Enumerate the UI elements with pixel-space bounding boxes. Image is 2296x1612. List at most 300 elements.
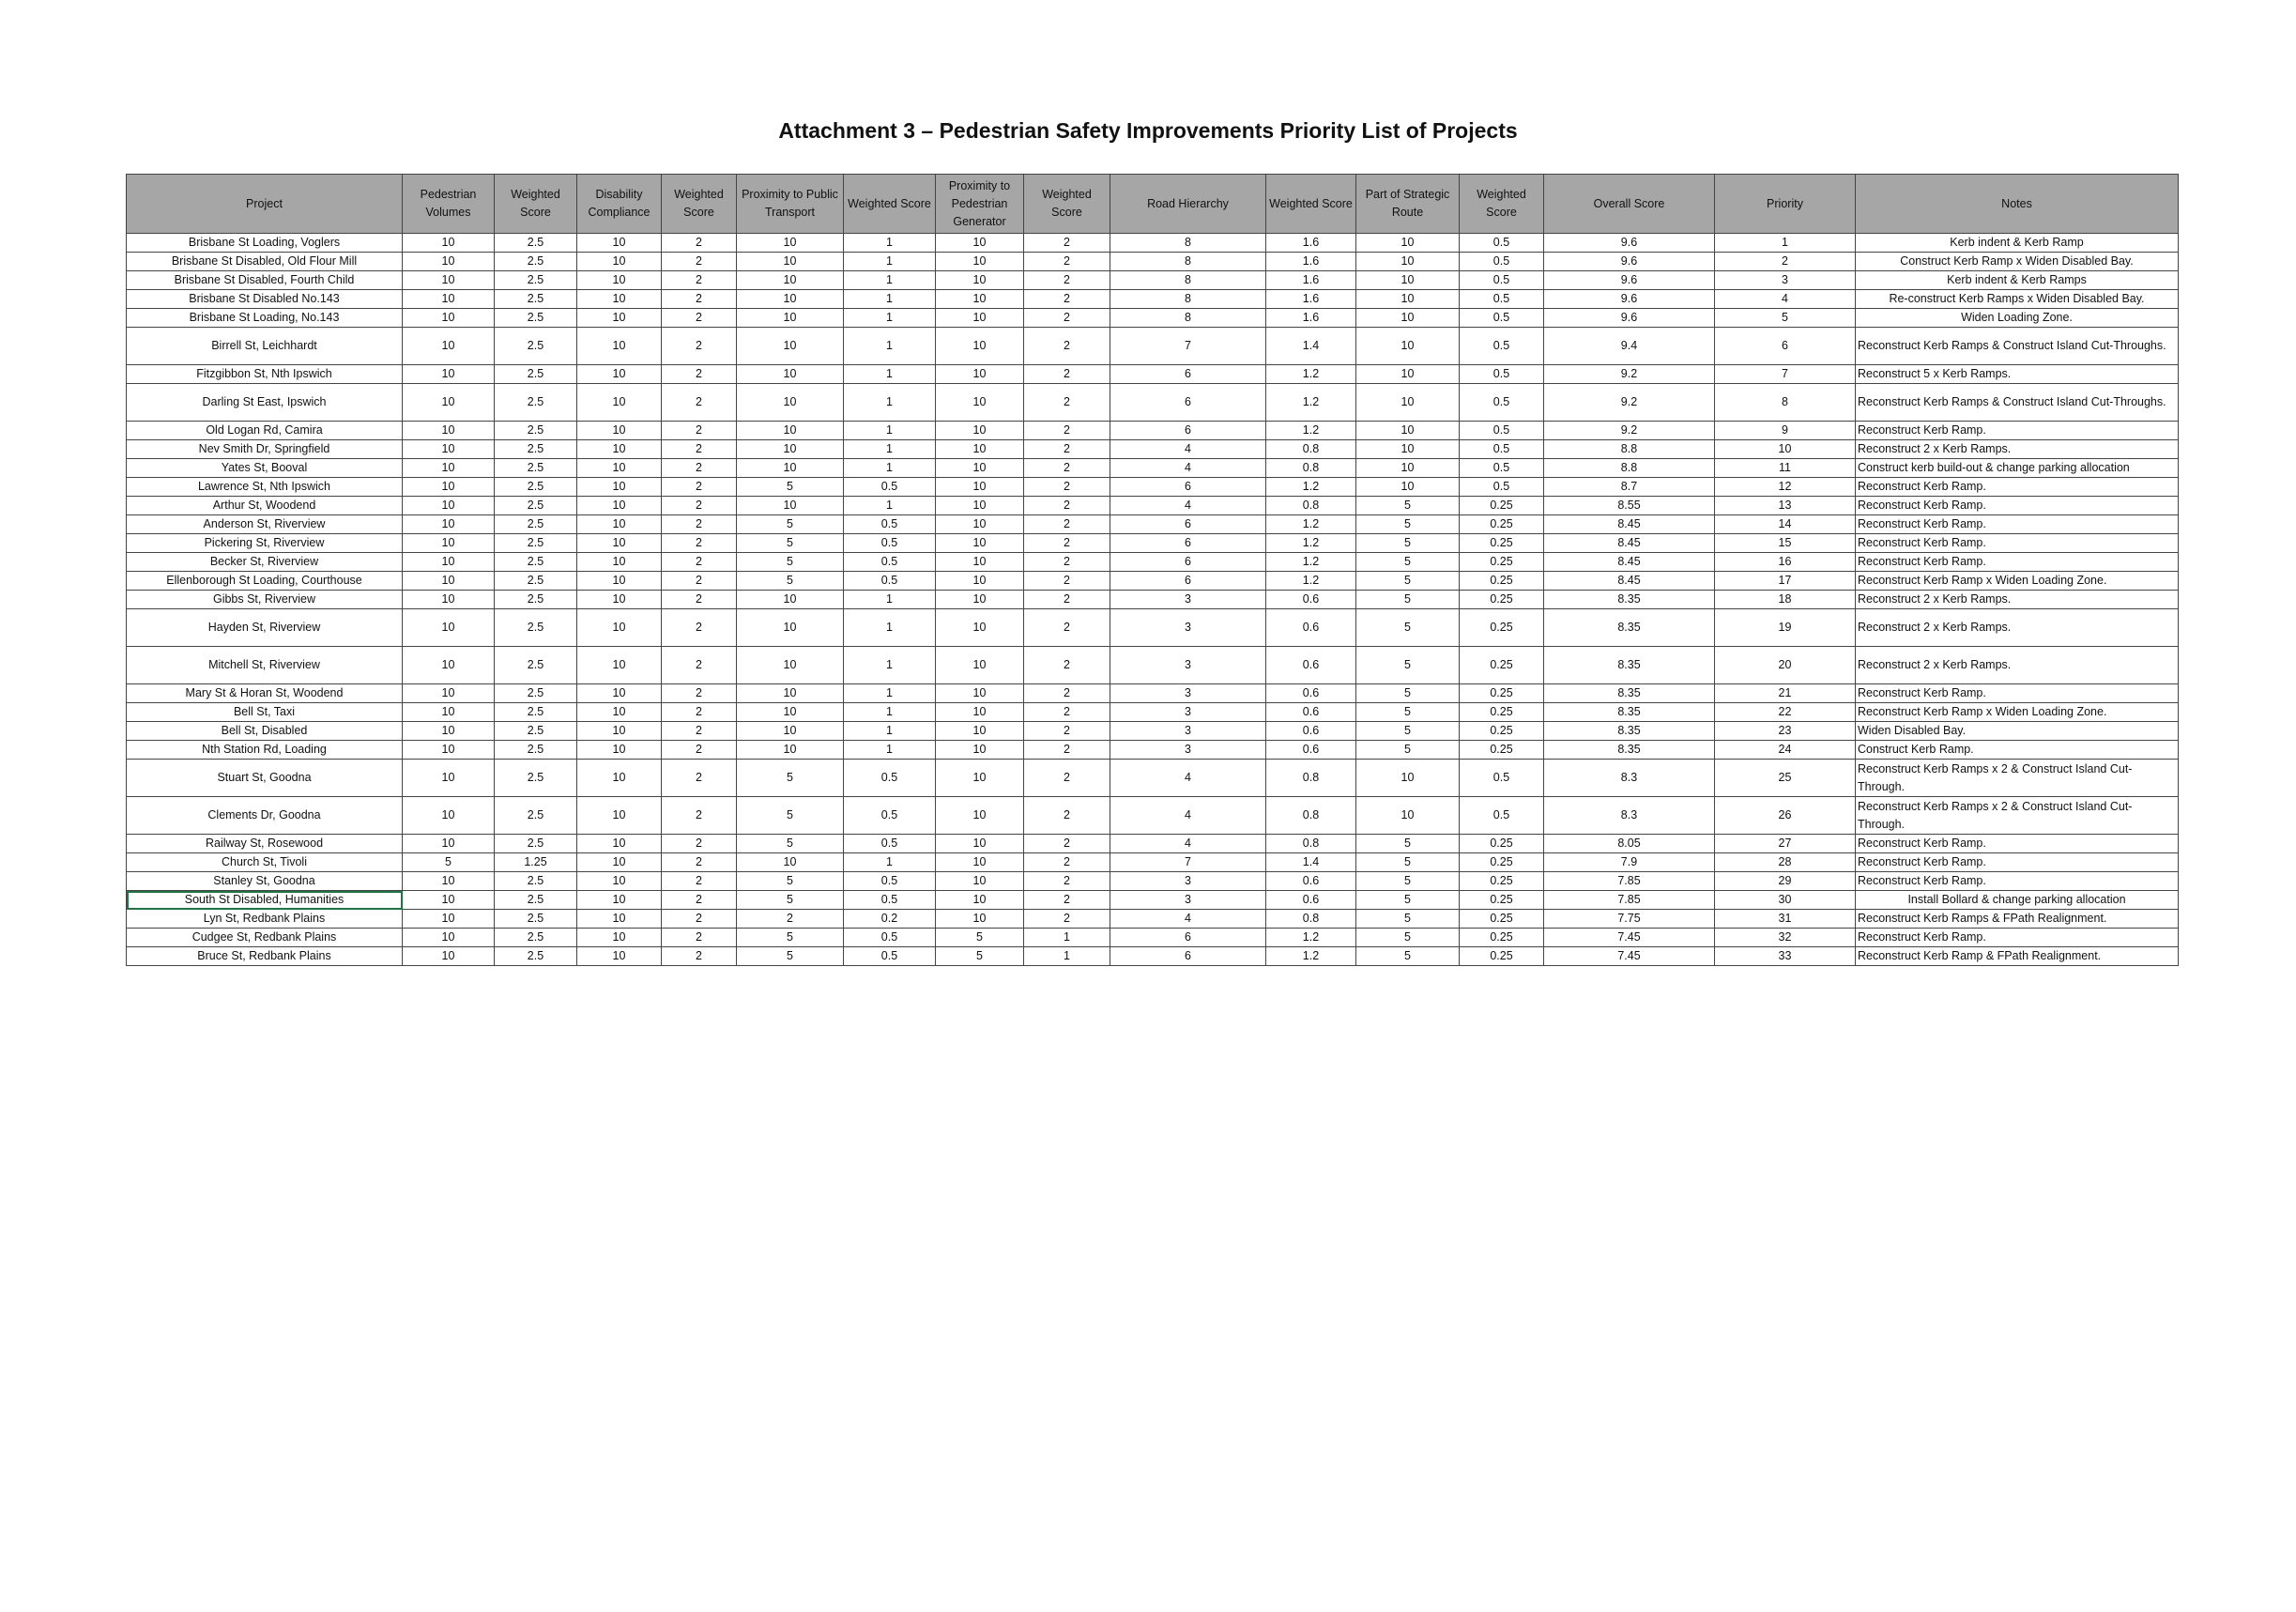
table-cell[interactable]: 2 bbox=[1024, 741, 1110, 760]
table-cell[interactable]: 10 bbox=[936, 703, 1024, 722]
table-cell[interactable]: 5 bbox=[403, 853, 495, 872]
table-cell[interactable]: 9.2 bbox=[1544, 422, 1715, 440]
table-cell[interactable]: 10 bbox=[737, 741, 844, 760]
table-cell[interactable]: 2.5 bbox=[495, 253, 577, 271]
table-cell[interactable]: 0.6 bbox=[1266, 891, 1356, 910]
table-cell[interactable]: 2.5 bbox=[495, 290, 577, 309]
notes-cell[interactable]: Kerb indent & Kerb Ramp bbox=[1856, 234, 2179, 253]
table-cell[interactable]: 3 bbox=[1110, 741, 1266, 760]
table-cell[interactable]: 2.5 bbox=[495, 365, 577, 384]
table-cell[interactable]: 10 bbox=[577, 271, 662, 290]
notes-cell[interactable]: Reconstruct 2 x Kerb Ramps. bbox=[1856, 647, 2179, 684]
table-cell[interactable]: 1 bbox=[844, 384, 936, 422]
column-header[interactable]: Overall Score bbox=[1544, 175, 1715, 234]
table-cell[interactable]: 2 bbox=[662, 515, 737, 534]
table-cell[interactable]: 2.5 bbox=[495, 497, 577, 515]
notes-cell[interactable]: Reconstruct 2 x Kerb Ramps. bbox=[1856, 440, 2179, 459]
table-cell[interactable]: 7 bbox=[1110, 853, 1266, 872]
table-cell[interactable]: 21 bbox=[1715, 684, 1856, 703]
table-cell[interactable]: 2 bbox=[662, 703, 737, 722]
notes-cell[interactable]: Reconstruct Kerb Ramp. bbox=[1856, 515, 2179, 534]
table-cell[interactable]: 10 bbox=[577, 497, 662, 515]
table-cell[interactable]: 10 bbox=[403, 328, 495, 365]
table-cell[interactable]: 9.6 bbox=[1544, 309, 1715, 328]
table-cell[interactable]: 10 bbox=[936, 609, 1024, 647]
table-cell[interactable]: 8 bbox=[1715, 384, 1856, 422]
table-cell[interactable]: 1.2 bbox=[1266, 478, 1356, 497]
table-cell[interactable]: 10 bbox=[403, 309, 495, 328]
table-cell[interactable]: 1 bbox=[844, 647, 936, 684]
table-cell[interactable]: 0.25 bbox=[1460, 835, 1544, 853]
table-cell[interactable]: 10 bbox=[577, 591, 662, 609]
table-cell[interactable]: 10 bbox=[737, 609, 844, 647]
table-cell[interactable]: 28 bbox=[1715, 853, 1856, 872]
table-cell[interactable]: 1.2 bbox=[1266, 572, 1356, 591]
table-cell[interactable]: 1.4 bbox=[1266, 328, 1356, 365]
table-cell[interactable]: 10 bbox=[737, 290, 844, 309]
table-cell[interactable]: 2 bbox=[1024, 497, 1110, 515]
table-cell[interactable]: 8.05 bbox=[1544, 835, 1715, 853]
table-cell[interactable]: 23 bbox=[1715, 722, 1856, 741]
table-cell[interactable]: 0.5 bbox=[1460, 422, 1544, 440]
table-cell[interactable]: 5 bbox=[1356, 835, 1460, 853]
table-cell[interactable]: 10 bbox=[577, 328, 662, 365]
table-cell[interactable]: 2 bbox=[1024, 365, 1110, 384]
table-cell[interactable]: 0.6 bbox=[1266, 684, 1356, 703]
notes-cell[interactable]: Reconstruct Kerb Ramp. bbox=[1856, 422, 2179, 440]
notes-cell[interactable]: Reconstruct Kerb Ramps x 2 & Construct Island Cut-Through. bbox=[1856, 797, 2179, 835]
table-cell[interactable]: 33 bbox=[1715, 947, 1856, 966]
table-cell[interactable]: 10 bbox=[577, 835, 662, 853]
table-cell[interactable]: 10 bbox=[577, 872, 662, 891]
table-cell[interactable]: 1.6 bbox=[1266, 234, 1356, 253]
table-cell[interactable]: 2 bbox=[1024, 440, 1110, 459]
table-cell[interactable]: 2 bbox=[1024, 591, 1110, 609]
table-cell[interactable]: 31 bbox=[1715, 910, 1856, 929]
table-cell[interactable]: 10 bbox=[1356, 253, 1460, 271]
table-cell[interactable]: 8 bbox=[1110, 290, 1266, 309]
table-cell[interactable]: 1 bbox=[844, 422, 936, 440]
table-cell[interactable]: 9.4 bbox=[1544, 328, 1715, 365]
table-cell[interactable]: 7.75 bbox=[1544, 910, 1715, 929]
table-cell[interactable]: 6 bbox=[1110, 384, 1266, 422]
column-header[interactable]: Proximity to Public Transport bbox=[737, 175, 844, 234]
table-cell[interactable]: 2.5 bbox=[495, 271, 577, 290]
table-cell[interactable]: 10 bbox=[936, 384, 1024, 422]
table-cell[interactable]: 4 bbox=[1110, 797, 1266, 835]
table-cell[interactable]: 10 bbox=[403, 478, 495, 497]
table-cell[interactable]: 2 bbox=[1715, 253, 1856, 271]
table-cell[interactable]: 2 bbox=[1024, 328, 1110, 365]
table-cell[interactable]: 10 bbox=[936, 459, 1024, 478]
table-cell[interactable]: 0.8 bbox=[1266, 459, 1356, 478]
project-cell[interactable]: Mitchell St, Riverview bbox=[127, 647, 403, 684]
table-cell[interactable]: 8.35 bbox=[1544, 703, 1715, 722]
notes-cell[interactable]: Reconstruct 2 x Kerb Ramps. bbox=[1856, 609, 2179, 647]
table-cell[interactable]: 5 bbox=[1356, 591, 1460, 609]
column-header[interactable]: Weighted Score bbox=[662, 175, 737, 234]
table-cell[interactable]: 2.5 bbox=[495, 515, 577, 534]
table-cell[interactable]: 2 bbox=[1024, 478, 1110, 497]
table-cell[interactable]: 24 bbox=[1715, 741, 1856, 760]
table-cell[interactable]: 0.5 bbox=[844, 572, 936, 591]
table-cell[interactable]: 10 bbox=[577, 572, 662, 591]
table-cell[interactable]: 10 bbox=[936, 722, 1024, 741]
project-cell[interactable]: Church St, Tivoli bbox=[127, 853, 403, 872]
project-cell[interactable]: Bruce St, Redbank Plains bbox=[127, 947, 403, 966]
table-cell[interactable]: 2.5 bbox=[495, 609, 577, 647]
table-cell[interactable]: 10 bbox=[936, 760, 1024, 797]
table-cell[interactable]: 2 bbox=[662, 910, 737, 929]
table-cell[interactable]: 1 bbox=[844, 853, 936, 872]
table-cell[interactable]: 2 bbox=[1024, 384, 1110, 422]
table-cell[interactable]: 0.6 bbox=[1266, 647, 1356, 684]
project-cell[interactable]: Nth Station Rd, Loading bbox=[127, 741, 403, 760]
project-cell[interactable]: Hayden St, Riverview bbox=[127, 609, 403, 647]
table-cell[interactable]: 0.5 bbox=[844, 760, 936, 797]
table-cell[interactable]: 2.5 bbox=[495, 891, 577, 910]
table-cell[interactable]: 5 bbox=[737, 797, 844, 835]
table-cell[interactable]: 0.8 bbox=[1266, 910, 1356, 929]
table-cell[interactable]: 5 bbox=[737, 572, 844, 591]
notes-cell[interactable]: Reconstruct Kerb Ramp. bbox=[1856, 835, 2179, 853]
table-cell[interactable]: 10 bbox=[577, 797, 662, 835]
table-cell[interactable]: 2.5 bbox=[495, 797, 577, 835]
table-cell[interactable]: 10 bbox=[737, 253, 844, 271]
table-cell[interactable]: 0.25 bbox=[1460, 722, 1544, 741]
table-cell[interactable]: 5 bbox=[936, 929, 1024, 947]
table-cell[interactable]: 6 bbox=[1110, 534, 1266, 553]
project-cell[interactable]: Cudgee St, Redbank Plains bbox=[127, 929, 403, 947]
table-cell[interactable]: 1 bbox=[844, 328, 936, 365]
table-cell[interactable]: 10 bbox=[1715, 440, 1856, 459]
table-cell[interactable]: 5 bbox=[1356, 647, 1460, 684]
table-cell[interactable]: 2 bbox=[662, 741, 737, 760]
table-cell[interactable]: 25 bbox=[1715, 760, 1856, 797]
table-cell[interactable]: 10 bbox=[936, 872, 1024, 891]
table-cell[interactable]: 0.5 bbox=[1460, 440, 1544, 459]
table-cell[interactable]: 10 bbox=[936, 328, 1024, 365]
table-cell[interactable]: 10 bbox=[737, 309, 844, 328]
table-cell[interactable]: 0.6 bbox=[1266, 609, 1356, 647]
table-cell[interactable]: 4 bbox=[1715, 290, 1856, 309]
table-cell[interactable]: 27 bbox=[1715, 835, 1856, 853]
project-cell[interactable]: Clements Dr, Goodna bbox=[127, 797, 403, 835]
notes-cell[interactable]: Reconstruct Kerb Ramp. bbox=[1856, 684, 2179, 703]
table-cell[interactable]: 2 bbox=[662, 497, 737, 515]
table-cell[interactable]: 2 bbox=[1024, 515, 1110, 534]
table-cell[interactable]: 0.25 bbox=[1460, 853, 1544, 872]
table-cell[interactable]: 0.25 bbox=[1460, 515, 1544, 534]
table-cell[interactable]: 5 bbox=[1356, 872, 1460, 891]
table-cell[interactable]: 2.5 bbox=[495, 741, 577, 760]
project-cell[interactable]: Nev Smith Dr, Springfield bbox=[127, 440, 403, 459]
table-cell[interactable]: 10 bbox=[936, 234, 1024, 253]
table-cell[interactable]: 1 bbox=[844, 290, 936, 309]
table-cell[interactable]: 5 bbox=[1356, 534, 1460, 553]
table-cell[interactable]: 30 bbox=[1715, 891, 1856, 910]
table-cell[interactable]: 10 bbox=[936, 422, 1024, 440]
table-cell[interactable]: 0.25 bbox=[1460, 534, 1544, 553]
table-cell[interactable]: 2.5 bbox=[495, 572, 577, 591]
table-cell[interactable]: 10 bbox=[936, 741, 1024, 760]
table-cell[interactable]: 2.5 bbox=[495, 440, 577, 459]
notes-cell[interactable]: Reconstruct Kerb Ramp. bbox=[1856, 497, 2179, 515]
table-cell[interactable]: 5 bbox=[1356, 891, 1460, 910]
table-cell[interactable]: 1 bbox=[844, 253, 936, 271]
project-cell[interactable]: Bell St, Taxi bbox=[127, 703, 403, 722]
table-cell[interactable]: 10 bbox=[577, 422, 662, 440]
table-cell[interactable]: 9.6 bbox=[1544, 234, 1715, 253]
table-cell[interactable]: 6 bbox=[1110, 515, 1266, 534]
table-cell[interactable]: 10 bbox=[1356, 459, 1460, 478]
table-cell[interactable]: 10 bbox=[403, 929, 495, 947]
table-cell[interactable]: 2 bbox=[662, 271, 737, 290]
table-cell[interactable]: 10 bbox=[936, 271, 1024, 290]
project-cell[interactable]: Brisbane St Loading, Voglers bbox=[127, 234, 403, 253]
project-cell[interactable]: Becker St, Riverview bbox=[127, 553, 403, 572]
table-cell[interactable]: 2 bbox=[1024, 760, 1110, 797]
project-cell[interactable]: Brisbane St Disabled, Old Flour Mill bbox=[127, 253, 403, 271]
table-cell[interactable]: 10 bbox=[737, 647, 844, 684]
notes-cell[interactable]: Widen Loading Zone. bbox=[1856, 309, 2179, 328]
table-cell[interactable]: 0.5 bbox=[844, 891, 936, 910]
table-cell[interactable]: 2 bbox=[1024, 872, 1110, 891]
table-cell[interactable]: 4 bbox=[1110, 835, 1266, 853]
table-cell[interactable]: 17 bbox=[1715, 572, 1856, 591]
table-cell[interactable]: 0.25 bbox=[1460, 929, 1544, 947]
notes-cell[interactable]: Reconstruct Kerb Ramp & FPath Realignment. bbox=[1856, 947, 2179, 966]
table-cell[interactable]: 1 bbox=[844, 234, 936, 253]
table-cell[interactable]: 0.25 bbox=[1460, 609, 1544, 647]
table-cell[interactable]: 2.5 bbox=[495, 684, 577, 703]
table-cell[interactable]: 7.85 bbox=[1544, 891, 1715, 910]
table-cell[interactable]: 10 bbox=[1356, 365, 1460, 384]
table-cell[interactable]: 6 bbox=[1110, 929, 1266, 947]
table-cell[interactable]: 2.5 bbox=[495, 872, 577, 891]
table-cell[interactable]: 10 bbox=[403, 253, 495, 271]
table-cell[interactable]: 1 bbox=[844, 741, 936, 760]
table-cell[interactable]: 10 bbox=[577, 703, 662, 722]
table-cell[interactable]: 1.2 bbox=[1266, 515, 1356, 534]
table-cell[interactable]: 2.5 bbox=[495, 309, 577, 328]
project-cell[interactable]: Yates St, Booval bbox=[127, 459, 403, 478]
table-cell[interactable]: 19 bbox=[1715, 609, 1856, 647]
table-cell[interactable]: 2 bbox=[1024, 309, 1110, 328]
table-cell[interactable]: 26 bbox=[1715, 797, 1856, 835]
table-cell[interactable]: 8.45 bbox=[1544, 553, 1715, 572]
table-cell[interactable]: 10 bbox=[577, 910, 662, 929]
notes-cell[interactable]: Install Bollard & change parking allocation bbox=[1856, 891, 2179, 910]
table-cell[interactable]: 2 bbox=[1024, 422, 1110, 440]
table-cell[interactable]: 10 bbox=[737, 422, 844, 440]
table-cell[interactable]: 0.6 bbox=[1266, 703, 1356, 722]
table-cell[interactable]: 2.5 bbox=[495, 328, 577, 365]
table-cell[interactable]: 10 bbox=[936, 515, 1024, 534]
column-header[interactable]: Part of Strategic Route bbox=[1356, 175, 1460, 234]
table-cell[interactable]: 10 bbox=[737, 234, 844, 253]
table-cell[interactable]: 5 bbox=[1356, 703, 1460, 722]
table-cell[interactable]: 7.85 bbox=[1544, 872, 1715, 891]
table-cell[interactable]: 2 bbox=[1024, 572, 1110, 591]
notes-cell[interactable]: Reconstruct Kerb Ramps x 2 & Construct Island Cut-Through. bbox=[1856, 760, 2179, 797]
table-cell[interactable]: 16 bbox=[1715, 553, 1856, 572]
table-cell[interactable]: 10 bbox=[577, 234, 662, 253]
project-cell[interactable]: Gibbs St, Riverview bbox=[127, 591, 403, 609]
table-cell[interactable]: 0.25 bbox=[1460, 741, 1544, 760]
table-cell[interactable]: 1 bbox=[844, 722, 936, 741]
table-cell[interactable]: 2.5 bbox=[495, 703, 577, 722]
project-cell[interactable]: Birrell St, Leichhardt bbox=[127, 328, 403, 365]
table-cell[interactable]: 10 bbox=[577, 722, 662, 741]
notes-cell[interactable]: Construct kerb build-out & change parking allocation bbox=[1856, 459, 2179, 478]
table-cell[interactable]: 5 bbox=[737, 534, 844, 553]
table-cell[interactable]: 8.8 bbox=[1544, 459, 1715, 478]
table-cell[interactable]: 7.45 bbox=[1544, 929, 1715, 947]
table-cell[interactable]: 10 bbox=[403, 553, 495, 572]
table-cell[interactable]: 2.5 bbox=[495, 234, 577, 253]
table-cell[interactable]: 10 bbox=[1356, 760, 1460, 797]
table-cell[interactable]: 0.5 bbox=[1460, 271, 1544, 290]
table-cell[interactable]: 2 bbox=[662, 947, 737, 966]
notes-cell[interactable]: Reconstruct Kerb Ramp. bbox=[1856, 534, 2179, 553]
table-cell[interactable]: 1 bbox=[844, 459, 936, 478]
column-header[interactable]: Proximity to Pedestrian Generator bbox=[936, 175, 1024, 234]
table-cell[interactable]: 0.6 bbox=[1266, 872, 1356, 891]
table-cell[interactable]: 10 bbox=[403, 760, 495, 797]
project-cell[interactable]: Stuart St, Goodna bbox=[127, 760, 403, 797]
table-cell[interactable]: 2 bbox=[1024, 853, 1110, 872]
project-cell[interactable]: Brisbane St Disabled, Fourth Child bbox=[127, 271, 403, 290]
table-cell[interactable]: 0.25 bbox=[1460, 684, 1544, 703]
notes-cell[interactable]: Reconstruct Kerb Ramp. bbox=[1856, 853, 2179, 872]
table-cell[interactable]: 0.5 bbox=[1460, 365, 1544, 384]
table-cell[interactable]: 10 bbox=[577, 290, 662, 309]
table-cell[interactable]: 0.8 bbox=[1266, 440, 1356, 459]
table-cell[interactable]: 0.5 bbox=[844, 797, 936, 835]
table-cell[interactable]: 1 bbox=[844, 703, 936, 722]
column-header[interactable]: Weighted Score bbox=[1024, 175, 1110, 234]
table-cell[interactable]: 2 bbox=[662, 384, 737, 422]
table-cell[interactable]: 10 bbox=[403, 384, 495, 422]
project-cell[interactable]: Mary St & Horan St, Woodend bbox=[127, 684, 403, 703]
table-cell[interactable]: 1.6 bbox=[1266, 271, 1356, 290]
table-cell[interactable]: 5 bbox=[1356, 741, 1460, 760]
table-cell[interactable]: 0.5 bbox=[844, 835, 936, 853]
table-cell[interactable]: 3 bbox=[1110, 591, 1266, 609]
table-cell[interactable]: 2 bbox=[1024, 553, 1110, 572]
table-cell[interactable]: 0.25 bbox=[1460, 553, 1544, 572]
table-cell[interactable]: 2 bbox=[1024, 835, 1110, 853]
table-cell[interactable]: 10 bbox=[1356, 797, 1460, 835]
table-cell[interactable]: 2.5 bbox=[495, 459, 577, 478]
table-cell[interactable]: 3 bbox=[1110, 647, 1266, 684]
table-cell[interactable]: 5 bbox=[737, 478, 844, 497]
table-cell[interactable]: 6 bbox=[1110, 478, 1266, 497]
table-cell[interactable]: 1.6 bbox=[1266, 309, 1356, 328]
table-cell[interactable]: 3 bbox=[1715, 271, 1856, 290]
table-cell[interactable]: 1 bbox=[844, 684, 936, 703]
table-cell[interactable]: 1 bbox=[1024, 947, 1110, 966]
table-cell[interactable]: 10 bbox=[936, 891, 1024, 910]
notes-cell[interactable]: Reconstruct Kerb Ramps & Construct Island Cut-Throughs. bbox=[1856, 384, 2179, 422]
table-cell[interactable]: 5 bbox=[1356, 572, 1460, 591]
table-cell[interactable]: 1.2 bbox=[1266, 947, 1356, 966]
table-cell[interactable]: 32 bbox=[1715, 929, 1856, 947]
table-cell[interactable]: 4 bbox=[1110, 440, 1266, 459]
table-cell[interactable]: 1.6 bbox=[1266, 253, 1356, 271]
table-cell[interactable]: 2 bbox=[1024, 722, 1110, 741]
table-cell[interactable]: 2.5 bbox=[495, 722, 577, 741]
table-cell[interactable]: 0.5 bbox=[844, 515, 936, 534]
table-cell[interactable]: 8.3 bbox=[1544, 797, 1715, 835]
table-cell[interactable]: 6 bbox=[1110, 947, 1266, 966]
table-cell[interactable]: 10 bbox=[936, 572, 1024, 591]
table-cell[interactable]: 1 bbox=[844, 497, 936, 515]
table-cell[interactable]: 0.5 bbox=[844, 947, 936, 966]
table-cell[interactable]: 9.6 bbox=[1544, 253, 1715, 271]
table-cell[interactable]: 8 bbox=[1110, 234, 1266, 253]
table-cell[interactable]: 10 bbox=[403, 609, 495, 647]
table-cell[interactable]: 9.6 bbox=[1544, 271, 1715, 290]
table-cell[interactable]: 0.25 bbox=[1460, 703, 1544, 722]
table-cell[interactable]: 1 bbox=[844, 440, 936, 459]
notes-cell[interactable]: Reconstruct Kerb Ramps & Construct Island Cut-Throughs. bbox=[1856, 328, 2179, 365]
table-cell[interactable]: 8.35 bbox=[1544, 684, 1715, 703]
table-cell[interactable]: 10 bbox=[403, 234, 495, 253]
table-cell[interactable]: 10 bbox=[737, 271, 844, 290]
table-cell[interactable]: 2 bbox=[662, 591, 737, 609]
table-cell[interactable]: 10 bbox=[403, 741, 495, 760]
table-cell[interactable]: 10 bbox=[403, 290, 495, 309]
table-cell[interactable]: 10 bbox=[577, 929, 662, 947]
table-cell[interactable]: 10 bbox=[936, 853, 1024, 872]
table-cell[interactable]: 5 bbox=[1356, 722, 1460, 741]
table-cell[interactable]: 6 bbox=[1110, 422, 1266, 440]
table-cell[interactable]: 13 bbox=[1715, 497, 1856, 515]
table-cell[interactable]: 10 bbox=[403, 797, 495, 835]
notes-cell[interactable]: Kerb indent & Kerb Ramps bbox=[1856, 271, 2179, 290]
project-cell[interactable]: Arthur St, Woodend bbox=[127, 497, 403, 515]
table-cell[interactable]: 15 bbox=[1715, 534, 1856, 553]
table-cell[interactable]: 10 bbox=[577, 309, 662, 328]
project-cell[interactable]: Pickering St, Riverview bbox=[127, 534, 403, 553]
project-cell[interactable]: Bell St, Disabled bbox=[127, 722, 403, 741]
table-cell[interactable]: 10 bbox=[737, 703, 844, 722]
table-cell[interactable]: 2 bbox=[662, 309, 737, 328]
table-cell[interactable]: 10 bbox=[936, 797, 1024, 835]
table-cell[interactable]: 9.2 bbox=[1544, 384, 1715, 422]
table-cell[interactable]: 5 bbox=[1356, 947, 1460, 966]
column-header[interactable]: Weighted Score bbox=[1460, 175, 1544, 234]
table-cell[interactable]: 0.25 bbox=[1460, 872, 1544, 891]
table-cell[interactable]: 2 bbox=[1024, 271, 1110, 290]
table-cell[interactable]: 14 bbox=[1715, 515, 1856, 534]
table-cell[interactable]: 5 bbox=[737, 929, 844, 947]
table-cell[interactable]: 0.25 bbox=[1460, 910, 1544, 929]
project-cell[interactable]: Lawrence St, Nth Ipswich bbox=[127, 478, 403, 497]
table-cell[interactable]: 5 bbox=[936, 947, 1024, 966]
table-cell[interactable]: 8.35 bbox=[1544, 609, 1715, 647]
table-cell[interactable]: 10 bbox=[936, 534, 1024, 553]
table-cell[interactable]: 1.2 bbox=[1266, 365, 1356, 384]
table-cell[interactable]: 1.2 bbox=[1266, 553, 1356, 572]
table-cell[interactable]: 10 bbox=[936, 591, 1024, 609]
table-cell[interactable]: 2 bbox=[662, 572, 737, 591]
table-cell[interactable]: 6 bbox=[1110, 365, 1266, 384]
table-cell[interactable]: 0.5 bbox=[1460, 328, 1544, 365]
table-cell[interactable]: 2 bbox=[1024, 253, 1110, 271]
